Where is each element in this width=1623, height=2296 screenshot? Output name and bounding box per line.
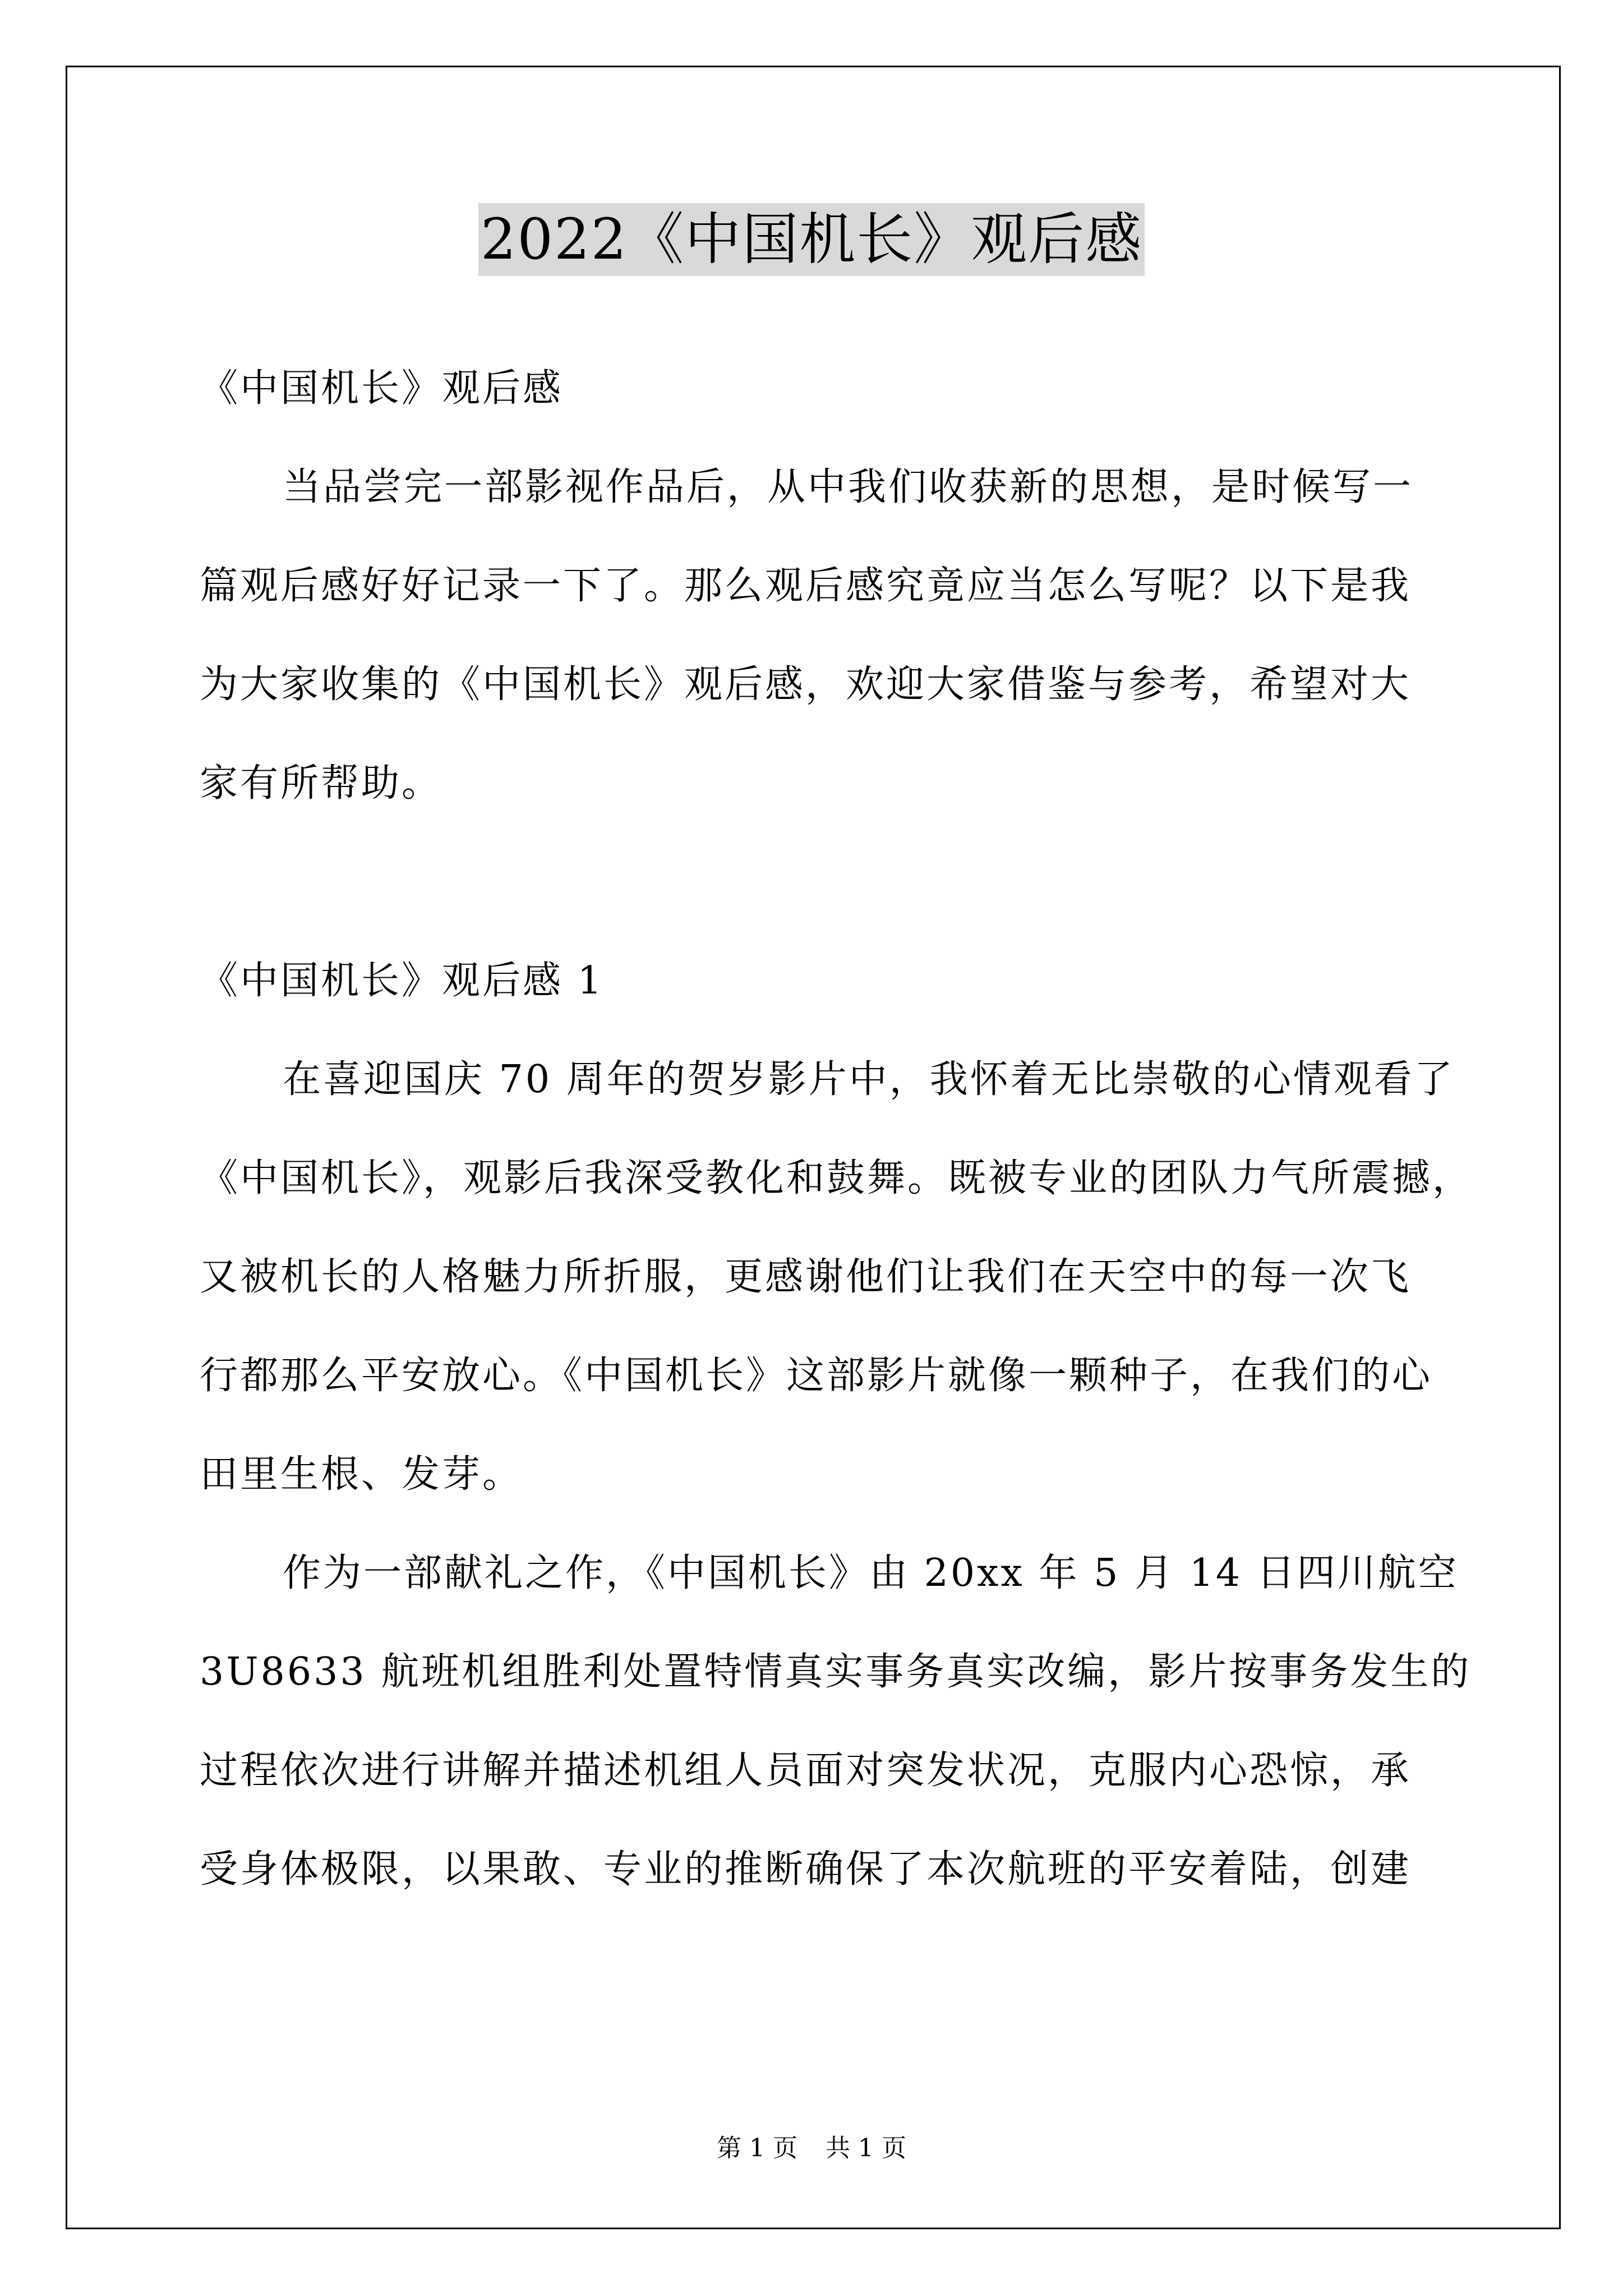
page-number: 第 1 页 xyxy=(717,2134,797,2162)
paragraph-line: 受身体极限，以果敢、专业的推断确保了本次航班的平安着陆，创建 xyxy=(200,1847,1412,1892)
intro-line: 为大家收集的《中国机长》观后感，欢迎大家借鉴与参考，希望对大 xyxy=(200,662,1412,707)
paragraph-line: 又被机长的人格魅力所折服，更感谢他们让我们在天空中的每一次飞 xyxy=(200,1255,1412,1299)
title-container xyxy=(0,203,1623,276)
intro-line: 篇观后感好好记录一下了。那么观后感究竟应当怎么写呢？以下是我 xyxy=(200,564,1412,608)
paragraph-line: 行都那么平安放心。《中国机长》这部影片就像一颗种子，在我们的心 xyxy=(200,1354,1433,1398)
paragraph-line: 在喜迎国庆 70 周年的贺岁影片中，我怀着无比崇敬的心情观看了 xyxy=(283,1057,1455,1102)
document-body xyxy=(200,339,1473,1919)
intro-line: 当品尝完一部影视作品后，从中我们收获新的思想，是时候写一 xyxy=(283,465,1414,509)
document-title: 2022《中国机长》观后感 xyxy=(478,203,1145,276)
section-heading: 《中国机长》观后感 1 xyxy=(200,959,604,1003)
blank-line xyxy=(200,833,1433,932)
page-footer xyxy=(0,2132,1623,2165)
paragraph-line: 田里生根、发芽。 xyxy=(200,1452,523,1497)
paragraph-line: 作为一部献礼之作，《中国机长》由 20xx 年 5 月 14 日四川航空 xyxy=(283,1551,1459,1595)
paragraph-line: 《中国机长》，观影后我深受教化和鼓舞。既被专业的团队力气所震撼， xyxy=(200,1156,1473,1200)
intro-line: 家有所帮助。 xyxy=(200,761,442,806)
intro-heading: 《中国机长》观后感 xyxy=(200,366,564,411)
paragraph-line: 过程依次进行讲解并描述机组人员面对突发状况，克服内心恐惊，承 xyxy=(200,1749,1412,1793)
paragraph-line: 3U8633 航班机组胜利处置特情真实事务真实改编，影片按事务发生的 xyxy=(200,1650,1472,1694)
page-total: 共 1 页 xyxy=(826,2134,906,2162)
